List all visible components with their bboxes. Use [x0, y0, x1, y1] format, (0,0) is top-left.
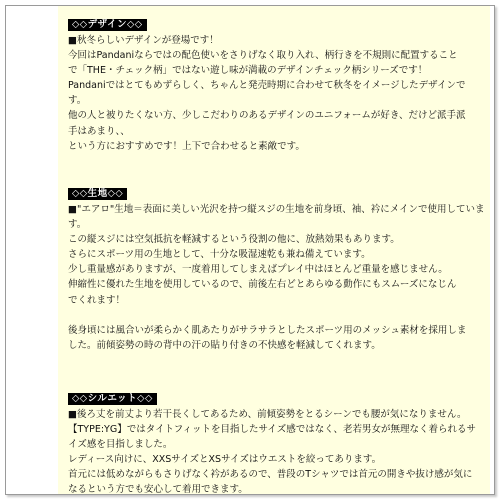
paragraph-line: 後身頃には風合いが柔らかく肌あたりがサラサラとしたスポーツ用のメッシュ素材を採用しま — [68, 324, 467, 336]
paragraph-line: 手はあまり、、 — [68, 125, 130, 137]
paragraph-line: 今回はPandaniならではの配色使いをさりげなく取り入れ、柄行きを不規則に配置すること — [68, 50, 458, 62]
paragraph-line: なるという方でも安心して着用できます。 — [68, 484, 248, 496]
description-panel — [58, 6, 490, 494]
paragraph-line: ■秋冬らしいデザインが登場です！ — [68, 35, 219, 46]
paragraph-line: 首元には低めながらもさりげなく衿があるので、普段のTシャツでは首元の開きや抜け感が気に — [68, 469, 473, 481]
paragraph-spacer — [68, 308, 488, 323]
paragraph-line: この縦スジには空気抵抗を軽減するという役割の他に、放熱効果もあります。 — [68, 234, 400, 246]
paragraph-line: 【TYPE:YG】ではタイトフィットを目指したサイズ感ではなく、老若男女が無理なく着られるサ — [68, 424, 477, 436]
paragraph-line: 伸縮性に優れた生地を使用しているので、前後左右どとあらゆる動作にもスムーズになじん — [68, 279, 457, 291]
paragraph-line: さらにスポーツ用の生地として、十分な吸湿速乾も兼ね備えています。 — [68, 249, 371, 261]
paragraph-line: す。 — [68, 219, 87, 231]
paragraph-line: イズ感を目指しました。 — [68, 439, 173, 451]
section-design — [68, 12, 488, 154]
page-frame — [5, 5, 495, 495]
paragraph-line: レディース向けに、XXSサイズとXSサイズはウエストを絞ってあります。 — [68, 454, 382, 466]
section-heading: ◇◇デザイン◇◇ — [68, 19, 147, 31]
paragraph-line: 少し重量感がありますが、一度着用してしまえばプレイ中はほとんど重量を感じません。 — [68, 264, 448, 276]
section-fabric — [68, 181, 488, 353]
paragraph-line: ■後ろ丈を前丈より若干長くしてあるため、前傾姿勢をとるシーンでも腰が気になりません。 — [68, 409, 467, 420]
paragraph-line: 他の人と被りたくない方、少しこだわりのあるデザインのユニフォームが好き、だけど派手派 — [68, 110, 466, 122]
paragraph-line: で「THE・チェック柄」ではない遊し味が満載のデザインチェック柄シリーズです！ — [68, 65, 428, 77]
paragraph-line: Pandaniではとてもめずらしく、ちゃんと発売時期に合わせて秋冬をイメージしたデザインで — [68, 80, 466, 92]
section-heading: ◇◇生地◇◇ — [68, 188, 127, 200]
section-heading: ◇◇シルエット◇◇ — [68, 393, 157, 405]
paragraph-line: す。 — [68, 95, 87, 107]
paragraph-line: ■"エアロ"生地＝表面に美しい光沢を持つ縦スジの生地を前身頃、袖、衿にメインで使用していま — [68, 204, 485, 215]
section-silhouette — [68, 386, 488, 498]
paragraph-line: という方におすすめです！上下で合わせると素敵です。 — [68, 140, 305, 152]
paragraph-line: でくれます！ — [68, 294, 126, 306]
paragraph-line: した。前傾姿勢の時の背中の汗の貼り付きの不快感を軽減してくれます。 — [68, 339, 381, 351]
